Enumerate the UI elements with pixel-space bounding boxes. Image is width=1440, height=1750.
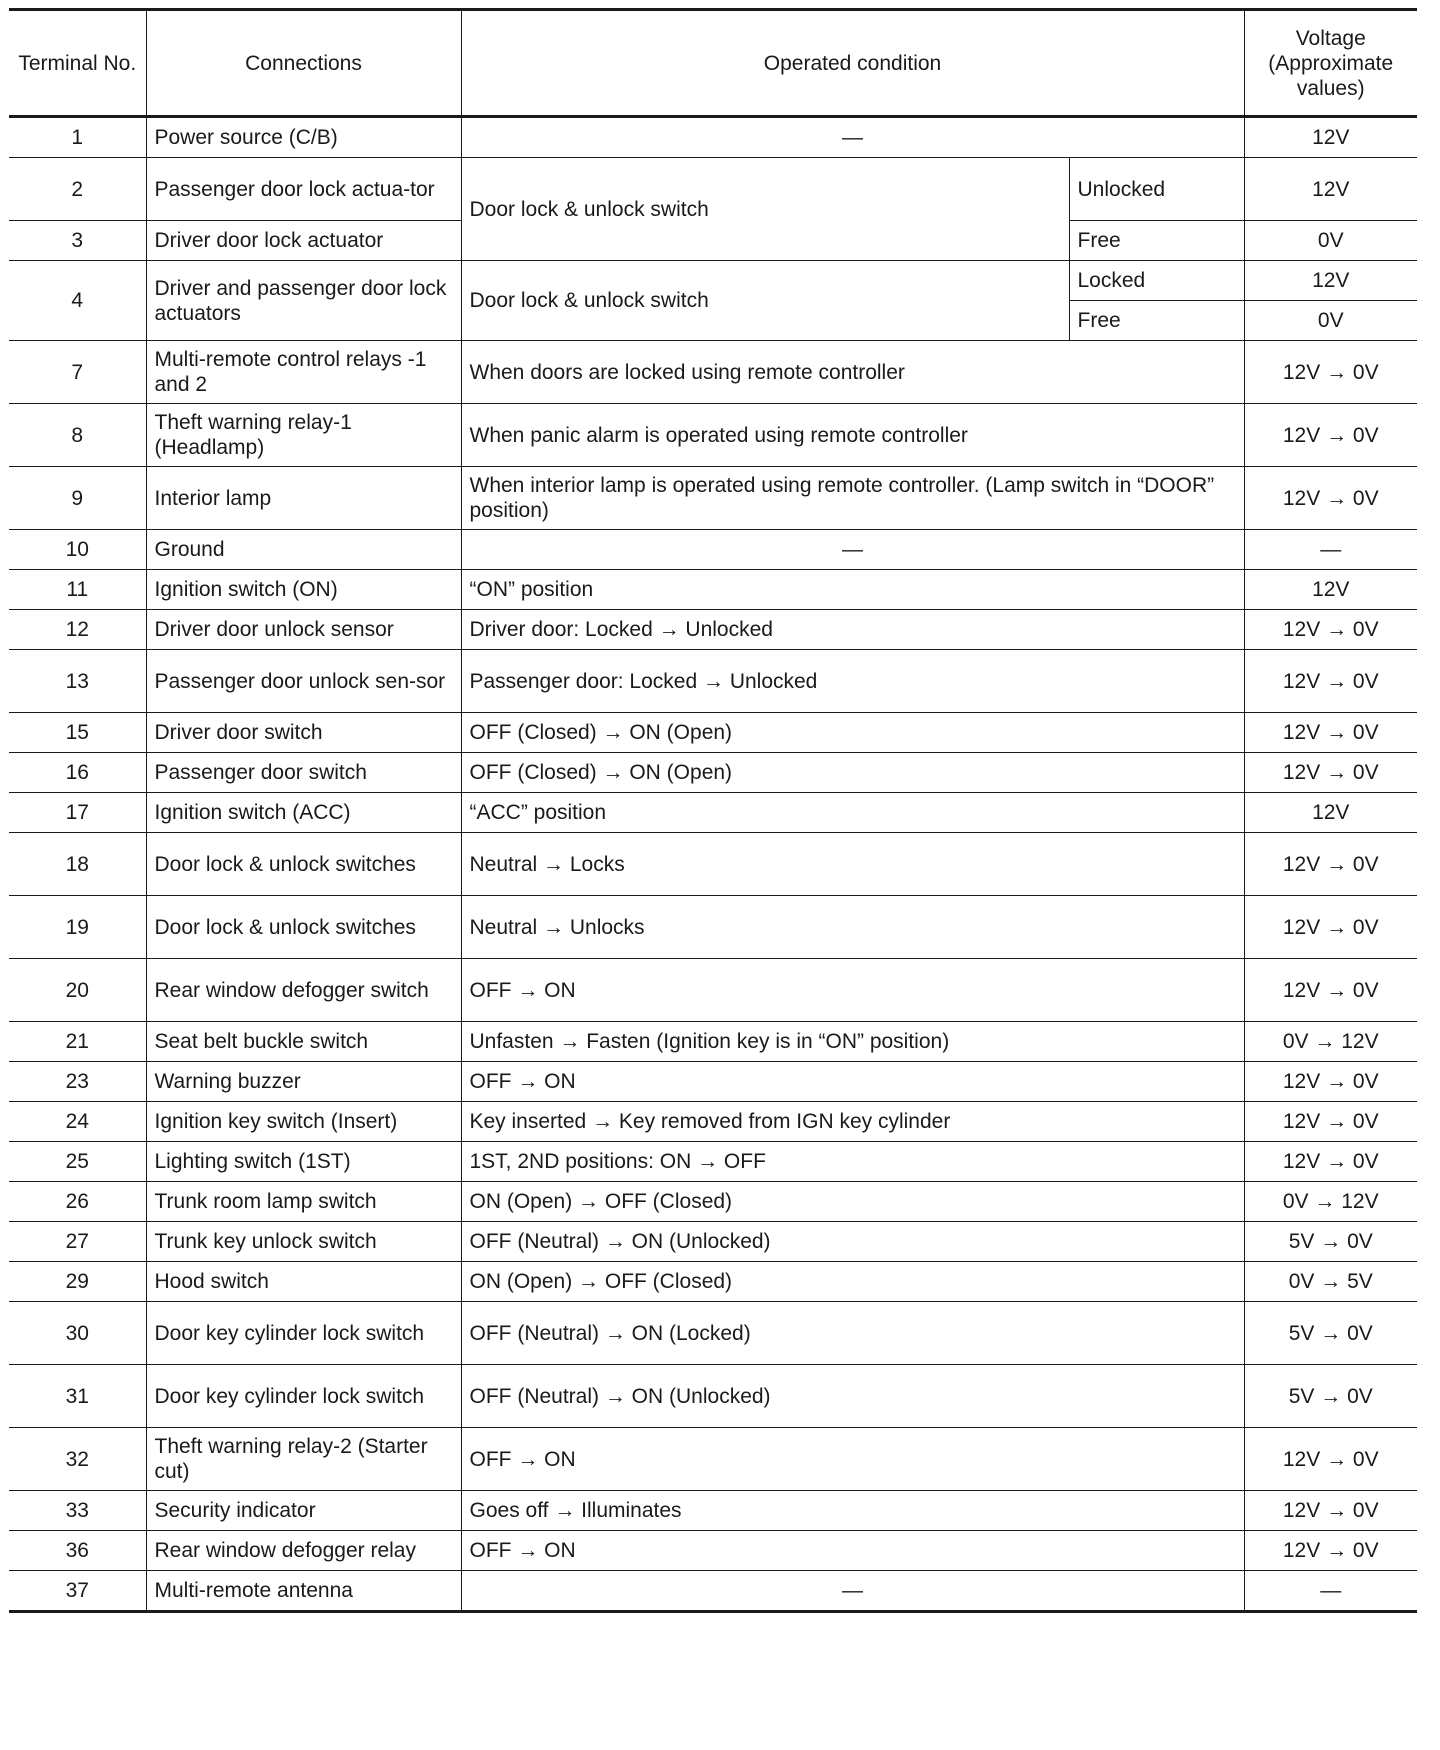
operated-condition: When doors are locked using remote controller (461, 341, 1244, 404)
table-row (9, 959, 1417, 1022)
table-row (9, 530, 1417, 570)
header-connections: Connections (146, 10, 461, 117)
terminal-no: 15 (9, 713, 146, 753)
connection: Rear window defogger relay (146, 1531, 461, 1571)
connection: Door lock & unlock switches (146, 896, 461, 959)
voltage: 5V → 0V (1244, 1222, 1417, 1262)
operated-condition: When panic alarm is operated using remote controller (461, 404, 1244, 467)
terminal-no: 12 (9, 610, 146, 650)
operated-condition: OFF (Closed) → ON (Open) (461, 713, 1244, 753)
terminal-no: 26 (9, 1182, 146, 1222)
operated-condition: “ON” position (461, 570, 1244, 610)
table-row (9, 1102, 1417, 1142)
voltage: 5V → 0V (1244, 1365, 1417, 1428)
voltage: 12V → 0V (1244, 959, 1417, 1022)
connection: Trunk key unlock switch (146, 1222, 461, 1262)
terminal-no: 13 (9, 650, 146, 713)
table-row (9, 610, 1417, 650)
voltage: 12V → 0V (1244, 610, 1417, 650)
voltage: 12V → 0V (1244, 1062, 1417, 1102)
terminal-no: 1 (9, 117, 146, 158)
terminal-no: 29 (9, 1262, 146, 1302)
connection: Driver and passenger door lock actuators (146, 261, 461, 341)
operated-condition: OFF (Neutral) → ON (Unlocked) (461, 1365, 1244, 1428)
terminal-no: 2 (9, 158, 146, 221)
terminal-no: 37 (9, 1571, 146, 1612)
table-row (9, 753, 1417, 793)
voltage: 0V (1244, 301, 1417, 341)
voltage: 12V (1244, 570, 1417, 610)
table-row (9, 1491, 1417, 1531)
voltage: 12V (1244, 117, 1417, 158)
connection: Driver door unlock sensor (146, 610, 461, 650)
operated-condition: OFF (Neutral) → ON (Unlocked) (461, 1222, 1244, 1262)
connection: Security indicator (146, 1491, 461, 1531)
table-row (9, 117, 1417, 158)
operated-condition: Key inserted → Key removed from IGN key cylinder (461, 1102, 1244, 1142)
terminal-no: 32 (9, 1428, 146, 1491)
header-terminal-no: Terminal No. (9, 10, 146, 117)
operated-condition: OFF (Neutral) → ON (Locked) (461, 1302, 1244, 1365)
connection: Rear window defogger switch (146, 959, 461, 1022)
connection: Theft warning relay-2 (Starter cut) (146, 1428, 461, 1491)
table-row (9, 404, 1417, 467)
terminal-no: 3 (9, 221, 146, 261)
terminal-no: 7 (9, 341, 146, 404)
voltage: 5V → 0V (1244, 1302, 1417, 1365)
terminal-no: 8 (9, 404, 146, 467)
terminal-voltage-document (9, 8, 1417, 1613)
sub-condition: Unlocked (1069, 158, 1244, 221)
operated-condition: When interior lamp is operated using remote controller. (Lamp switch in “DOOR” position) (461, 467, 1244, 530)
operated-condition: Goes off → Illuminates (461, 1491, 1244, 1531)
table-row (9, 467, 1417, 530)
connection: Passenger door unlock sen-sor (146, 650, 461, 713)
voltage: 12V → 0V (1244, 1142, 1417, 1182)
table-row (9, 1022, 1417, 1062)
operated-condition: ON (Open) → OFF (Closed) (461, 1262, 1244, 1302)
sub-condition: Free (1069, 301, 1244, 341)
terminal-no: 17 (9, 793, 146, 833)
terminal-no: 31 (9, 1365, 146, 1428)
connection: Warning buzzer (146, 1062, 461, 1102)
connection: Passenger door lock actua-tor (146, 158, 461, 221)
operated-condition: “ACC” position (461, 793, 1244, 833)
voltage: 12V → 0V (1244, 650, 1417, 713)
voltage: 0V (1244, 221, 1417, 261)
terminal-no: 27 (9, 1222, 146, 1262)
voltage: 12V → 0V (1244, 753, 1417, 793)
table-row (9, 896, 1417, 959)
table-row (9, 833, 1417, 896)
connection: Interior lamp (146, 467, 461, 530)
operated-condition: ON (Open) → OFF (Closed) (461, 1182, 1244, 1222)
terminal-no: 4 (9, 261, 146, 341)
connection: Seat belt buckle switch (146, 1022, 461, 1062)
operated-condition: OFF → ON (461, 1062, 1244, 1102)
voltage: 12V (1244, 261, 1417, 301)
table-row (9, 570, 1417, 610)
table-row (9, 713, 1417, 753)
voltage: 12V → 0V (1244, 341, 1417, 404)
table-row (9, 1062, 1417, 1102)
connection: Ignition key switch (Insert) (146, 1102, 461, 1142)
terminal-no: 9 (9, 467, 146, 530)
voltage: 12V → 0V (1244, 713, 1417, 753)
connection: Hood switch (146, 1262, 461, 1302)
operated-condition: OFF → ON (461, 959, 1244, 1022)
table-row (9, 261, 1417, 301)
operated-condition: OFF (Closed) → ON (Open) (461, 753, 1244, 793)
table-row (9, 341, 1417, 404)
connection: Multi-remote antenna (146, 1571, 461, 1612)
table-row (9, 1302, 1417, 1365)
connection: Power source (C/B) (146, 117, 461, 158)
terminal-no: 16 (9, 753, 146, 793)
voltage: 12V → 0V (1244, 896, 1417, 959)
header-operated-condition: Operated condition (461, 10, 1244, 117)
operated-condition: — (461, 1571, 1244, 1612)
table-row (9, 650, 1417, 713)
terminal-no: 25 (9, 1142, 146, 1182)
connection: Door key cylinder lock switch (146, 1302, 461, 1365)
operated-condition: — (461, 117, 1244, 158)
operated-condition: Passenger door: Locked → Unlocked (461, 650, 1244, 713)
connection: Multi-remote control relays -1 and 2 (146, 341, 461, 404)
voltage: 0V → 5V (1244, 1262, 1417, 1302)
voltage: 12V (1244, 793, 1417, 833)
connection: Theft warning relay-1 (Headlamp) (146, 404, 461, 467)
table-row (9, 1428, 1417, 1491)
operated-condition: Neutral → Locks (461, 833, 1244, 896)
terminal-no: 20 (9, 959, 146, 1022)
terminal-no: 19 (9, 896, 146, 959)
operated-condition: Driver door: Locked → Unlocked (461, 610, 1244, 650)
voltage: 12V → 0V (1244, 1428, 1417, 1491)
table-row (9, 793, 1417, 833)
voltage: 12V → 0V (1244, 1102, 1417, 1142)
connection: Driver door switch (146, 713, 461, 753)
voltage: 12V → 0V (1244, 833, 1417, 896)
voltage: 12V → 0V (1244, 467, 1417, 530)
operated-condition: Door lock & unlock switch (461, 261, 1069, 341)
terminal-no: 36 (9, 1531, 146, 1571)
terminal-no: 11 (9, 570, 146, 610)
table-row (9, 1222, 1417, 1262)
connection: Passenger door switch (146, 753, 461, 793)
voltage: 0V → 12V (1244, 1182, 1417, 1222)
connection: Ignition switch (ACC) (146, 793, 461, 833)
voltage: — (1244, 1571, 1417, 1612)
sub-condition: Locked (1069, 261, 1244, 301)
header-voltage: Voltage (Approximate values) (1244, 10, 1417, 117)
connection: Lighting switch (1ST) (146, 1142, 461, 1182)
terminal-no: 24 (9, 1102, 146, 1142)
table-row (9, 1571, 1417, 1612)
terminal-no: 21 (9, 1022, 146, 1062)
connection: Driver door lock actuator (146, 221, 461, 261)
voltage: 12V (1244, 158, 1417, 221)
sub-condition: Free (1069, 221, 1244, 261)
operated-condition: — (461, 530, 1244, 570)
terminal-table (9, 8, 1417, 1613)
terminal-no: 18 (9, 833, 146, 896)
terminal-no: 23 (9, 1062, 146, 1102)
voltage: — (1244, 530, 1417, 570)
table-row (9, 1365, 1417, 1428)
voltage: 0V → 12V (1244, 1022, 1417, 1062)
connection: Door key cylinder lock switch (146, 1365, 461, 1428)
terminal-no: 30 (9, 1302, 146, 1365)
terminal-no: 33 (9, 1491, 146, 1531)
connection: Ignition switch (ON) (146, 570, 461, 610)
table-header-row (9, 10, 1417, 117)
connection: Trunk room lamp switch (146, 1182, 461, 1222)
table-row (9, 1142, 1417, 1182)
connection: Door lock & unlock switches (146, 833, 461, 896)
table-row (9, 1262, 1417, 1302)
operated-condition: OFF → ON (461, 1428, 1244, 1491)
voltage: 12V → 0V (1244, 404, 1417, 467)
operated-condition: Unfasten → Fasten (Ignition key is in “ON” position) (461, 1022, 1244, 1062)
operated-condition: Door lock & unlock switch (461, 158, 1069, 261)
voltage: 12V → 0V (1244, 1491, 1417, 1531)
table-row (9, 1182, 1417, 1222)
operated-condition: Neutral → Unlocks (461, 896, 1244, 959)
terminal-no: 10 (9, 530, 146, 570)
operated-condition: 1ST, 2ND positions: ON → OFF (461, 1142, 1244, 1182)
operated-condition: OFF → ON (461, 1531, 1244, 1571)
connection: Ground (146, 530, 461, 570)
voltage: 12V → 0V (1244, 1531, 1417, 1571)
table-row (9, 158, 1417, 221)
table-row (9, 1531, 1417, 1571)
